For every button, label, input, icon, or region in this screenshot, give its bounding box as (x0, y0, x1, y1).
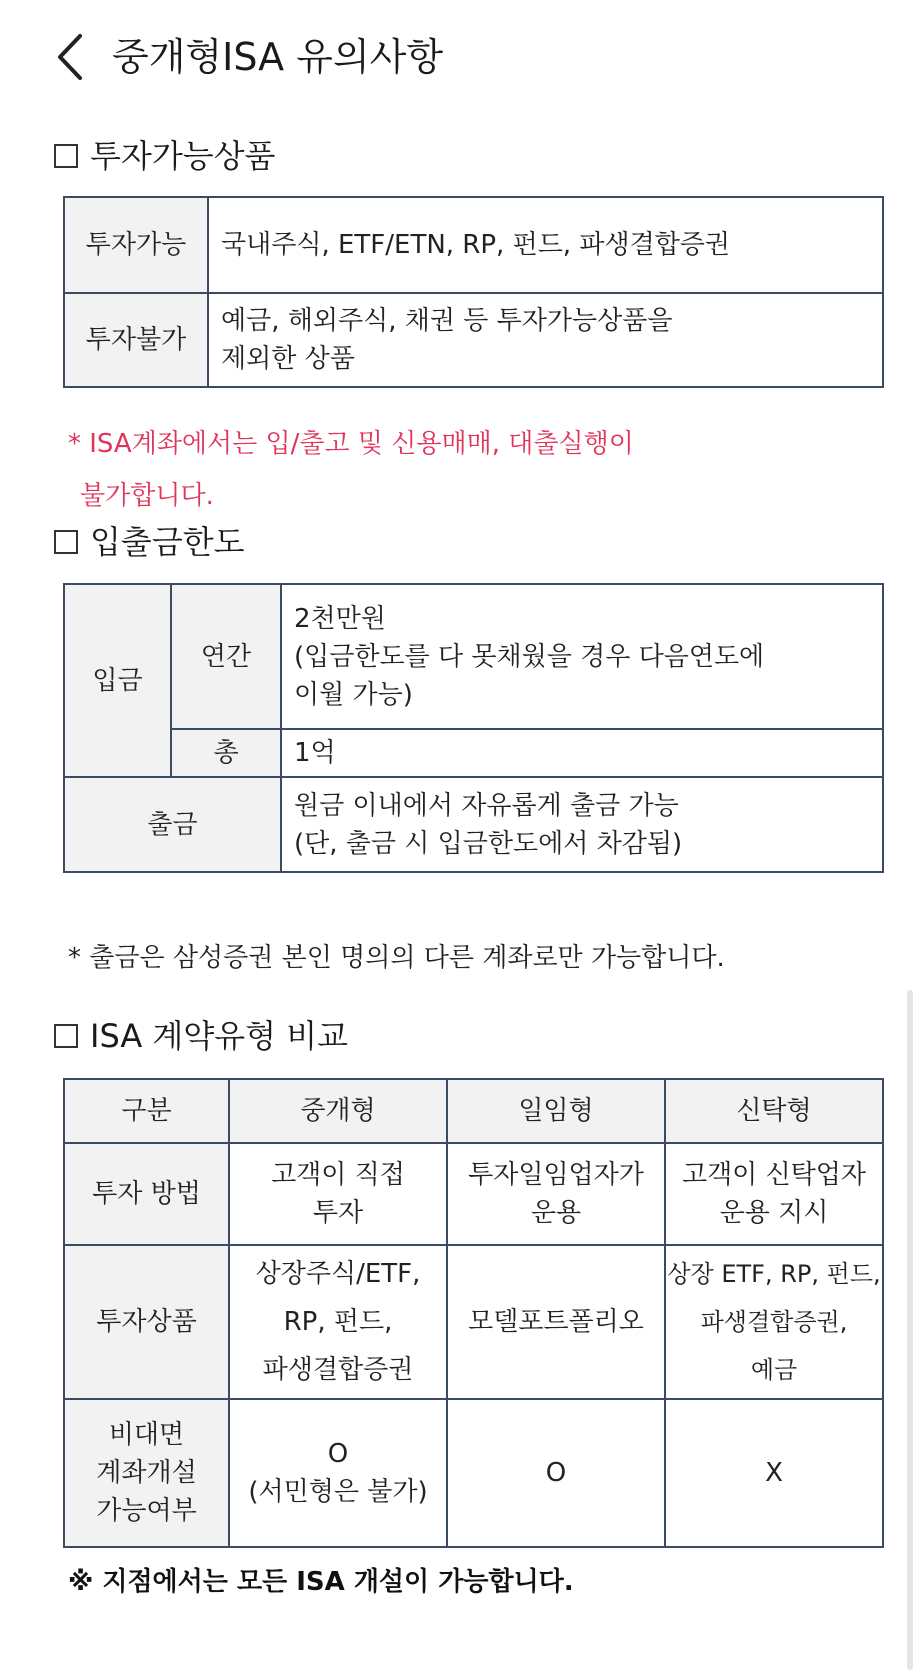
deposit-label: 입금 (64, 584, 171, 777)
section-title-investable (54, 134, 275, 178)
header-cell: 구분 (64, 1079, 229, 1143)
total-value: 1억 (281, 729, 883, 777)
table-cell: 고객이 직접 투자 (229, 1143, 447, 1245)
section-title-limits (54, 520, 245, 564)
row-label: 투자가능 (64, 197, 208, 293)
header-cell: 신탁형 (665, 1079, 883, 1143)
scrollbar[interactable] (907, 990, 913, 1670)
row-label: 투자불가 (64, 293, 208, 387)
table-cell: O (서민형은 불가) (229, 1399, 447, 1547)
page-title: 중개형ISA 유의사항 (112, 35, 444, 79)
withdraw-value: 원금 이내에서 자유롭게 출금 가능 (단, 출금 시 입금한도에서 차감됨) (281, 777, 883, 872)
row-value: 예금, 해외주식, 채권 등 투자가능상품을 제외한 상품 (208, 293, 883, 387)
table-row (64, 729, 883, 777)
investable-table (63, 196, 884, 388)
table-cell: 투자일임업자가 운용 (447, 1143, 665, 1245)
withdraw-label: 출금 (64, 777, 281, 872)
table-cell: 모델포트폴리오 (447, 1245, 665, 1399)
compare-table (63, 1078, 884, 1548)
total-label: 총 (171, 729, 281, 777)
table-cell: O (447, 1399, 665, 1547)
table-row (64, 1399, 883, 1547)
branch-note: ※ 지점에서는 모든 ISA 개설이 가능합니다. (68, 1567, 574, 1597)
annual-label: 연간 (171, 584, 281, 729)
withdraw-note: * 출금은 삼성증권 본인 명의의 다른 계좌로만 가능합니다. (68, 943, 725, 973)
table-row (64, 197, 883, 293)
table-cell: 상장 ETF, RP, 펀드, 파생결합증권, 예금 (665, 1245, 883, 1399)
table-cell: X (665, 1399, 883, 1547)
section-title-compare (54, 1014, 348, 1058)
row-label: 비대면 계좌개설 가능여부 (64, 1399, 229, 1547)
annual-value: 2천만원 (입금한도를 다 못채웠을 경우 다음연도에 이월 가능) (281, 584, 883, 729)
square-bullet-icon (54, 1024, 78, 1048)
square-bullet-icon (54, 144, 78, 168)
table-header-row (64, 1079, 883, 1143)
chevron-left-icon (50, 30, 90, 84)
table-cell: 상장주식/ETF, RP, 펀드, 파생결합증권 (229, 1245, 447, 1399)
table-cell: 고객이 신탁업자 운용 지시 (665, 1143, 883, 1245)
header-cell: 중개형 (229, 1079, 447, 1143)
restriction-note: * ISA계좌에서는 입/출고 및 신용매매, 대출실행이 불가합니다. (68, 429, 634, 511)
section-title-text: 투자가능상품 (90, 137, 276, 175)
limits-table (63, 583, 884, 873)
header-cell: 일임형 (447, 1079, 665, 1143)
table-row (64, 584, 883, 729)
back-button[interactable] (50, 30, 90, 84)
header (0, 0, 923, 120)
table-row (64, 777, 883, 872)
section-title-text: ISA 계약유형 비교 (90, 1017, 349, 1055)
table-row (64, 1245, 883, 1399)
row-label: 투자 방법 (64, 1143, 229, 1245)
square-bullet-icon (54, 530, 78, 554)
table-row (64, 1143, 883, 1245)
section-title-text: 입출금한도 (90, 523, 245, 561)
row-label: 투자상품 (64, 1245, 229, 1399)
row-value: 국내주식, ETF/ETN, RP, 펀드, 파생결합증권 (208, 197, 883, 293)
table-row (64, 293, 883, 387)
